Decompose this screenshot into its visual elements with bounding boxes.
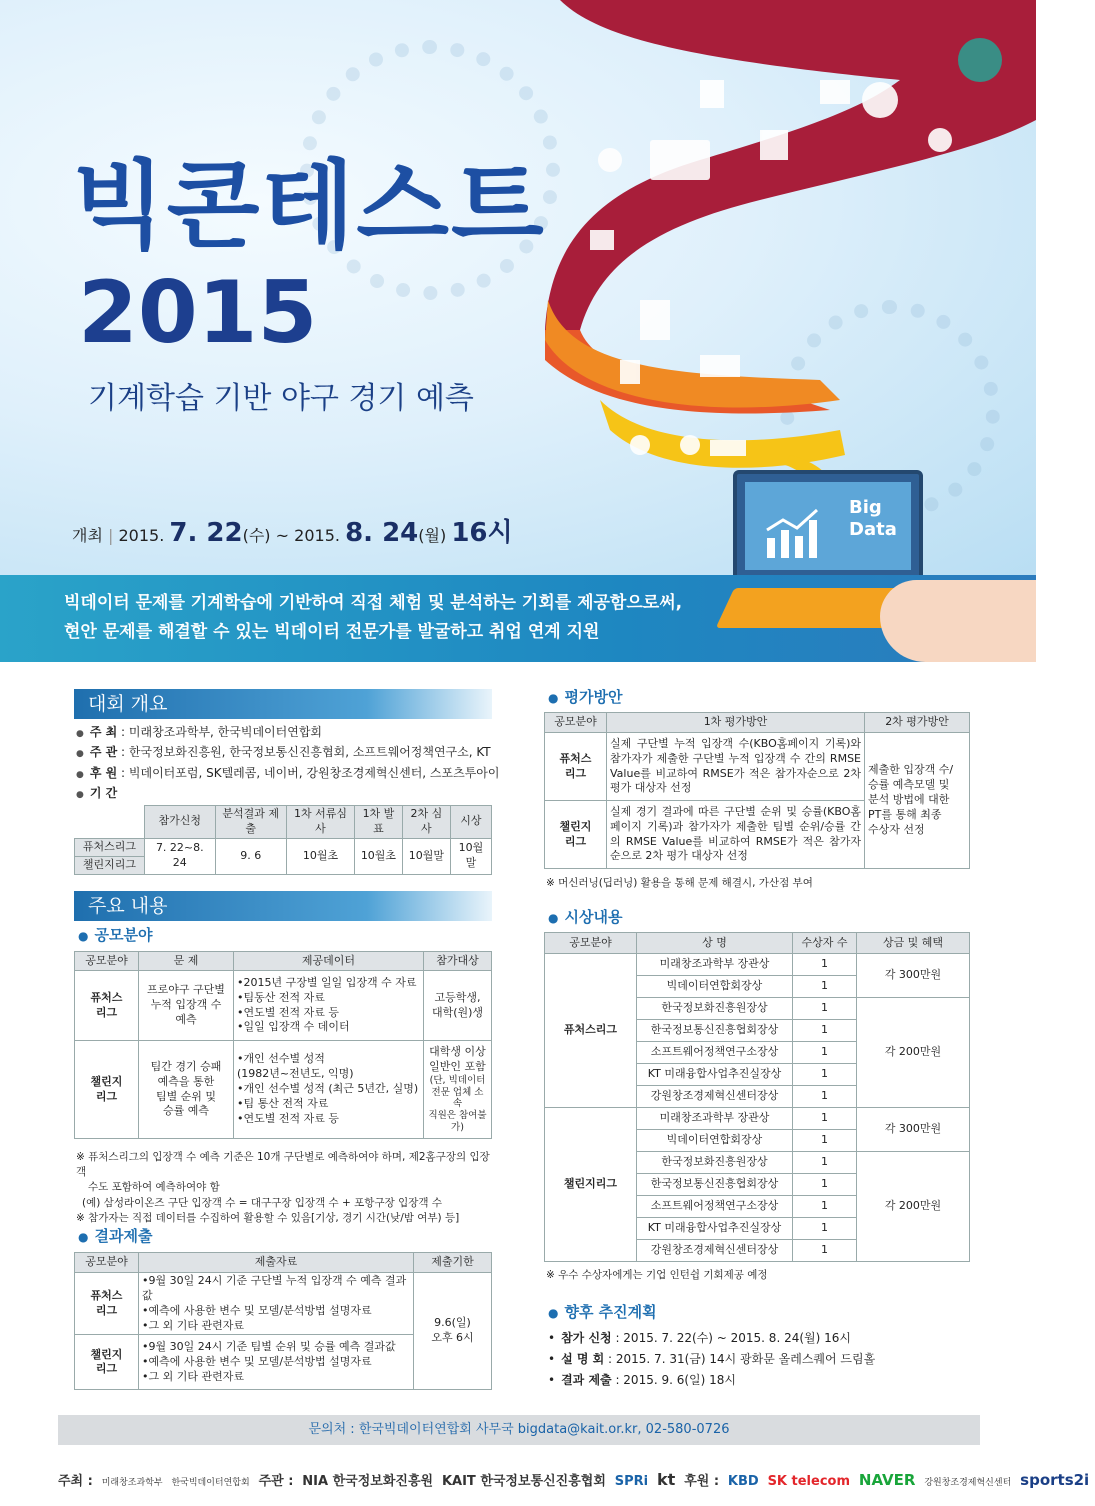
hero-section [0,0,1036,575]
bar-chart-icon [763,508,829,560]
org-logos-label: 주관 : [258,1474,294,1489]
award-count: 1 [793,1108,857,1130]
evaluation-header: 공모분야 [545,713,607,733]
field-data [234,1041,424,1139]
plan-heading: ● 향후 추진계획 [548,1305,657,1320]
plan-label: 결과 제출 [561,1373,612,1387]
submit-item: • 예측에 사용한 변수 및 모델/분석방법 설명자료 [142,1304,410,1319]
field-league: 챌린지 리그 [75,1041,139,1139]
submit-header: 제출자료 [139,1253,414,1273]
main-title-year: 2015 [78,263,318,363]
evaluation-league: 퓨처스 리그 [545,733,607,801]
logo-sports2i: sports2i [1020,1471,1090,1489]
award-name: 강원창조경제혁신센터장상 [637,1240,793,1262]
award-name: 한국정보통신진흥협회장상 [637,1020,793,1042]
evaluation-heading: ● 평가방안 [548,690,622,705]
field-header: 참가대상 [424,952,492,971]
schedule-header: 2차 심사 [402,806,450,839]
host-logos-label: 주최 : [58,1474,93,1489]
note-line: ※ 퓨처스리그의 입장객 수 예측 기준은 10개 구단별로 예측하여야 하며, 제2홈구장의 입장객 [76,1151,490,1179]
field-data-item: • 연도별 전적 자료 등 [237,1006,420,1021]
field-table [74,951,492,1139]
period-end-time: 16시 [451,518,513,548]
field-data-item: • 개인 선수별 성적 (1982년~전년도, 익명) [237,1052,420,1082]
schedule-row-label: 퓨처스리그 [75,838,145,856]
plan-label: 참가 신청 [561,1331,612,1345]
awards-table [544,932,970,1262]
award-count: 1 [793,1130,857,1152]
plan-value: 2015. 7. 31(금) 14시 광화문 올레스퀘어 드림홀 [615,1352,876,1366]
field-target-main: 대학생 이상 일반인 포함 [429,1044,486,1073]
evaluation-second: 제출한 입장객 수/ 승률 예측모델 및 분석 방법에 대한 PT를 통해 최종 수상자 선정 [865,733,970,869]
award-prize: 각 300만원 [857,1108,970,1152]
schedule-header: 1차 서류심사 [286,806,354,839]
plan-item: • 설 명 회 : 2015. 7. 31(금) 14시 광화문 올레스퀘어 드림홀 [548,1353,875,1365]
logo-spri: SPRi [614,1474,649,1489]
awards-note: ※ 우수 수상자에게는 기업 인턴쉽 기회제공 예정 [546,1269,768,1281]
submit-items [139,1273,414,1335]
plan-value: 2015. 9. 6(일) 18시 [623,1373,736,1387]
award-name: 강원창조경제혁신센터장상 [637,1086,793,1108]
logo-naver: NAVER [858,1471,916,1489]
intro-line-1: 빅데이터 문제를 기계학습에 기반하여 직접 체험 및 분석하는 기회를 제공함으로써, [64,593,683,613]
period-row-label: 기 간 [89,786,118,800]
intro-line-2: 현안 문제를 해결할 수 있는 빅데이터 전문가를 발굴하고 취업 연계 지원 [64,622,600,642]
submit-league: 퓨처스 리그 [75,1273,139,1335]
sponsor-value: 빅데이터포럼, SK텔레콤, 네이버, 강원창조경제혁신센터, 스포츠투아이 [128,766,500,780]
award-count: 1 [793,1218,857,1240]
host-value: 미래창조과학부, 한국빅데이터연합회 [128,725,323,739]
organizer-value: 한국정보화진흥원, 한국정보통신진흥협회, 소프트웨어정책연구소, KT [128,745,491,759]
period-end-date: 8. 24 [345,518,419,548]
main-content-heading: 주요 내용 [74,891,492,921]
logo-kt: kt [657,1470,676,1489]
logo-nia: NIA 한국정보화진흥원 [302,1474,434,1489]
award-name: 한국정보통신진흥협회장상 [637,1174,793,1196]
evaluation-table [544,712,970,869]
awards-header: 상금 및 혜택 [857,933,970,954]
schedule-header: 시상 [450,806,491,839]
main-title: 빅콘테스트 [72,150,546,262]
hand-illustration [880,580,1036,662]
field-data-item: • 개인 선수별 성적 (최근 5년간, 실명) [237,1082,420,1097]
evaluation-header: 1차 평가방안 [607,713,865,733]
submit-league: 챌린지 리그 [75,1335,139,1390]
period-separator: ~ [275,526,290,545]
submit-deadline: 9.6(일) 오후 6시 [414,1273,492,1390]
field-target: 고등학생, 대학(원)생 [424,971,492,1041]
award-count: 1 [793,1020,857,1042]
period-start-day: (수) [242,526,271,545]
award-count: 1 [793,976,857,998]
monitor-illustration [733,470,923,582]
event-period: 개최 | 2015. 7. 22(수) ~ 2015. 8. 24(월) 16시 [72,518,513,548]
schedule-header: 분석결과 제출 [215,806,286,839]
note-line: ※ 참가자는 직접 데이터를 수집하여 활용할 수 있음[기상, 경기 시간(낮/밤 여부) 등] [76,1211,460,1224]
award-count: 1 [793,954,857,976]
award-name: 한국정보화진흥원장상 [637,1152,793,1174]
schedule-header: 1차 발표 [354,806,402,839]
support-logos-label: 후원 : [684,1474,720,1489]
field-heading: ● 공모분야 [78,928,152,943]
award-count: 1 [793,998,857,1020]
note-line: 수도 포함하여 예측하여야 함 [88,1181,220,1194]
award-name: 미래창조과학부 장관상 [637,1108,793,1130]
field-data-item: • 팀동산 전적 자료 [237,991,420,1006]
submit-header: 제출기한 [414,1253,492,1273]
award-count: 1 [793,1174,857,1196]
field-data-item: • 일일 입장객 수 데이터 [237,1020,420,1035]
field-problem: 프로야구 구단별 누적 입장객 수 예측 [139,971,234,1041]
evaluation-league: 챌린지 리그 [545,801,607,869]
overview-organizer: ● 주 관 : 한국정보화진흥원, 한국정보통신진흥협회, 소프트웨어정책연구소, KT [76,746,491,759]
awards-header: 공모분야 [545,933,637,954]
evaluation-first: 실제 구단별 누적 입장객 수(KBO홈페이지 기록)와 참가자가 제출한 구단별 누적 입장객 수 간의 RMSE Value를 비교하여 RMSE가 적은 참가자순으로 2차 평가 대상자 선정 [607,733,865,801]
award-prize: 각 300만원 [857,954,970,998]
overview-host: ● 주 최 : 미래창조과학부, 한국빅데이터연합회 [76,726,322,739]
monitor-screen [745,482,911,570]
award-count: 1 [793,1064,857,1086]
submit-items [139,1335,414,1390]
award-count: 1 [793,1086,857,1108]
field-target-note: (단, 빅데이터 전문 업체 소속 직원은 참여불가) [428,1074,487,1134]
field-data-item: • 연도별 전적 자료 등 [237,1112,420,1127]
awards-header: 수상자 수 [793,933,857,954]
field-notes [76,1150,496,1226]
awards-league: 챌린지리그 [545,1108,637,1262]
award-prize: 각 200만원 [857,1152,970,1262]
period-label: 개최 [72,526,103,545]
logo-sktelecom: SK telecom [767,1474,851,1489]
submit-heading: ● 결과제출 [78,1229,152,1244]
logo-kbd: KBD [727,1474,759,1489]
logo-gangwon-cci: 강원창조경제혁신센터 [924,1478,1012,1488]
schedule-header: 참가신청 [145,806,216,839]
field-data-item: • 팀 통산 전적 자료 [237,1097,420,1112]
award-name: KT 미래융합사업추진실장상 [637,1064,793,1086]
schedule-cell: 10월말 [402,838,450,874]
overview-heading: 대회 개요 [74,689,492,719]
plan-value: 2015. 7. 22(수) ~ 2015. 8. 24(월) 16시 [623,1331,851,1345]
submit-item: • 그 외 기타 관련자료 [142,1370,410,1385]
submit-item: • 그 외 기타 관련자료 [142,1319,410,1334]
plan-item: • 결과 제출 : 2015. 9. 6(일) 18시 [548,1374,736,1386]
note-line: (예) 삼성라이온즈 구단 입장객 수 = 대구구장 입장객 수 + 포항구장 입장객 수 [82,1196,442,1209]
logo-kait: KAIT 한국정보통신진흥협회 [441,1474,606,1489]
field-problem: 팀간 경기 승패 예측을 통한 팀별 순위 및 승률 예측 [139,1041,234,1139]
submit-item: • 예측에 사용한 변수 및 모델/분석방법 설명자료 [142,1355,410,1370]
schedule-table [74,805,492,875]
sponsor-logos [58,1472,1095,1488]
evaluation-first: 실제 경기 결과에 따른 구단별 순위 및 승률(KBO홈페이지 기록)과 참가자가 제출한 팀별 순위/승률 간의 RMSE Value를 비교하여 RMSE가 적은 참가자순으로 2차 평가 대상자 선정 [607,801,865,869]
field-data-item: • 2015년 구장별 일일 입장객 수 자료 [237,976,420,991]
schedule-cell: 10월초 [286,838,354,874]
logo-msip: 미래창조과학부 [101,1478,163,1488]
big-data-label [849,497,897,540]
award-count: 1 [793,1196,857,1218]
award-name: KT 미래융합사업추진실장상 [637,1218,793,1240]
award-name: 빅데이터연합회장상 [637,976,793,998]
field-header: 제공데이터 [234,952,424,971]
field-header: 문 제 [139,952,234,971]
period-start-date: 7. 22 [169,518,243,548]
overview-period [76,787,117,800]
logo-kbda: 한국빅데이터연합회 [171,1478,250,1488]
period-start-year: 2015. [118,526,165,545]
overview-sponsor: ● 후 원 : 빅데이터포럼, SK텔레콤, 네이버, 강원창조경제혁신센터, 스포츠투아이 [76,767,500,780]
field-league: 퓨처스 리그 [75,971,139,1041]
plan-item: • 참가 신청 : 2015. 7. 22(수) ~ 2015. 8. 24(월) 16시 [548,1332,851,1344]
evaluation-header: 2차 평가방안 [865,713,970,733]
field-header: 공모분야 [75,952,139,971]
host-label: 주 최 [89,725,118,739]
contact-bar: 문의처 : 한국빅데이터연합회 사무국 bigdata@kait.or.kr, 02-580-0726 [58,1415,980,1445]
subtitle: 기계학습 기반 야구 경기 예측 [88,381,474,416]
award-name: 소프트웨어정책연구소장상 [637,1042,793,1064]
awards-header: 상 명 [637,933,793,954]
award-prize: 각 200만원 [857,998,970,1108]
award-count: 1 [793,1042,857,1064]
submit-item: • 9월 30일 24시 기준 팀별 순위 및 승률 예측 결과값 [142,1340,410,1355]
field-target [424,1041,492,1139]
submit-header: 공모분야 [75,1253,139,1273]
award-count: 1 [793,1152,857,1174]
big-data-word-1: Big [849,497,882,518]
submit-item: • 9월 30일 24시 기준 구단별 누적 입장객 수 예측 결과값 [142,1274,410,1304]
award-name: 소프트웨어정책연구소장상 [637,1196,793,1218]
award-count: 1 [793,1240,857,1262]
plan-label: 설 명 회 [561,1352,605,1366]
organizer-label: 주 관 [89,745,118,759]
evaluation-note: ※ 머신러닝(딥러닝) 활용을 통해 문제 해결시, 가산점 부여 [546,877,813,889]
schedule-cell: 9. 6 [215,838,286,874]
big-data-word-2: Data [849,518,897,540]
field-data [234,971,424,1041]
schedule-cell: 10월말 [450,838,491,874]
schedule-cell: 10월초 [354,838,402,874]
awards-league: 퓨처스리그 [545,954,637,1108]
schedule-row-label: 챌린지리그 [75,856,145,874]
sponsor-label: 후 원 [89,766,118,780]
period-end-day: (월) [418,526,447,545]
awards-heading: ● 시상내용 [548,910,622,925]
award-name: 미래창조과학부 장관상 [637,954,793,976]
award-name: 한국정보화진흥원장상 [637,998,793,1020]
period-end-year: 2015. [294,526,340,545]
submit-table [74,1252,492,1390]
award-name: 빅데이터연합회장상 [637,1130,793,1152]
schedule-cell: 7. 22~8. 24 [145,838,216,874]
